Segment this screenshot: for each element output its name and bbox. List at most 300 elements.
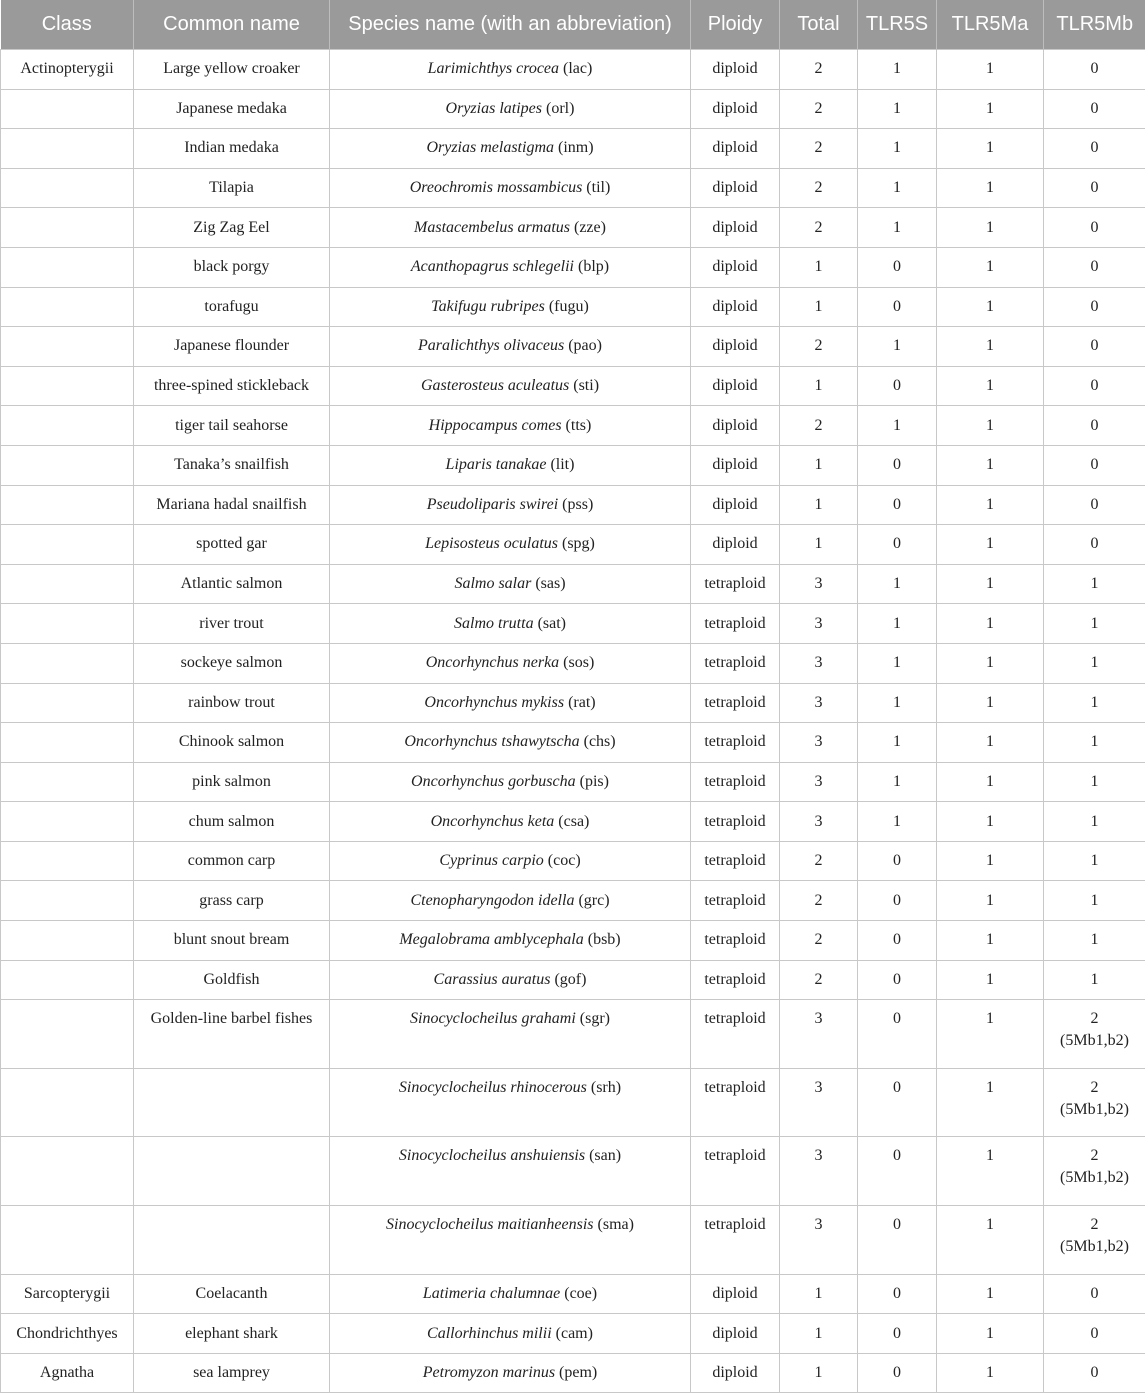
cell-tlr5ma: 1 — [937, 802, 1044, 842]
cell-common-name: rainbow trout — [134, 683, 330, 723]
species-abbreviation: (pao) — [568, 337, 602, 354]
species-abbreviation: (coe) — [564, 1285, 597, 1302]
cell-species-name — [330, 445, 691, 485]
cell-ploidy: tetraploid — [691, 1000, 780, 1069]
cell-species-name — [330, 881, 691, 921]
cell-ploidy: diploid — [691, 247, 780, 287]
cell-tlr5mb — [1044, 287, 1145, 327]
species-binomial: Oreochromis mossambicus — [410, 179, 583, 196]
cell-species-name — [330, 762, 691, 802]
cell-species-name — [330, 960, 691, 1000]
cell-class — [1, 723, 134, 763]
tlr5mb-count: 0 — [1091, 139, 1099, 156]
tlr5mb-count: 1 — [1091, 575, 1099, 592]
cell-tlr5mb — [1044, 50, 1145, 90]
cell-common-name: Chinook salmon — [134, 723, 330, 763]
cell-ploidy: diploid — [691, 129, 780, 169]
cell-total: 1 — [780, 247, 858, 287]
species-abbreviation: (csa) — [558, 813, 589, 830]
cell-tlr5mb — [1044, 683, 1145, 723]
cell-total: 1 — [780, 366, 858, 406]
cell-ploidy: tetraploid — [691, 841, 780, 881]
cell-species-name — [330, 1353, 691, 1393]
cell-ploidy: tetraploid — [691, 564, 780, 604]
header-tlr5ma: TLR5Ma — [937, 0, 1044, 50]
species-abbreviation: (sti) — [573, 377, 599, 394]
cell-tlr5mb — [1044, 881, 1145, 921]
cell-tlr5s: 0 — [858, 287, 937, 327]
table-row — [1, 1353, 1145, 1393]
species-binomial: Latimeria chalumnae — [423, 1285, 560, 1302]
cell-tlr5ma: 1 — [937, 841, 1044, 881]
table-row — [1, 1068, 1145, 1137]
tlr5mb-note: (5Mb1,b2) — [1050, 1236, 1139, 1258]
cell-tlr5s: 0 — [858, 525, 937, 565]
cell-tlr5mb — [1044, 1137, 1145, 1206]
cell-total: 1 — [780, 485, 858, 525]
cell-tlr5mb — [1044, 802, 1145, 842]
cell-common-name: Tilapia — [134, 168, 330, 208]
header-total: Total — [780, 0, 858, 50]
tlr5mb-note: (5Mb1,b2) — [1050, 1099, 1139, 1121]
table-row — [1, 643, 1145, 683]
cell-tlr5s: 1 — [858, 683, 937, 723]
cell-class — [1, 802, 134, 842]
tlr5mb-count: 2 — [1091, 1216, 1099, 1233]
cell-total: 3 — [780, 762, 858, 802]
cell-common-name: common carp — [134, 841, 330, 881]
cell-class — [1, 564, 134, 604]
table-row — [1, 841, 1145, 881]
cell-common-name: Atlantic salmon — [134, 564, 330, 604]
species-abbreviation: (sas) — [535, 575, 565, 592]
tlr5mb-count: 1 — [1091, 852, 1099, 869]
tlr5mb-count: 0 — [1091, 1325, 1099, 1342]
cell-total: 3 — [780, 643, 858, 683]
cell-common-name: Japanese medaka — [134, 89, 330, 129]
cell-species-name — [330, 525, 691, 565]
cell-ploidy: diploid — [691, 366, 780, 406]
species-binomial: Pseudoliparis swirei — [427, 496, 558, 513]
tlr5mb-count: 0 — [1091, 1285, 1099, 1302]
cell-class — [1, 960, 134, 1000]
table-row — [1, 327, 1145, 367]
cell-total: 1 — [780, 525, 858, 565]
cell-tlr5s: 1 — [858, 50, 937, 90]
cell-tlr5s: 0 — [858, 485, 937, 525]
tlr5mb-count: 0 — [1091, 100, 1099, 117]
cell-species-name — [330, 841, 691, 881]
cell-tlr5ma: 1 — [937, 406, 1044, 446]
tlr5mb-count: 1 — [1091, 733, 1099, 750]
tlr5mb-count: 1 — [1091, 654, 1099, 671]
tlr5mb-count: 0 — [1091, 456, 1099, 473]
cell-species-name — [330, 643, 691, 683]
species-binomial: Larimichthys crocea — [428, 60, 559, 77]
cell-tlr5ma: 1 — [937, 1000, 1044, 1069]
cell-tlr5ma: 1 — [937, 525, 1044, 565]
cell-tlr5ma: 1 — [937, 247, 1044, 287]
cell-species-name — [330, 1274, 691, 1314]
cell-tlr5ma: 1 — [937, 1206, 1044, 1275]
cell-common-name: Coelacanth — [134, 1274, 330, 1314]
cell-tlr5ma: 1 — [937, 723, 1044, 763]
cell-common-name: blunt snout bream — [134, 921, 330, 961]
cell-common-name: three-spined stickleback — [134, 366, 330, 406]
cell-class — [1, 129, 134, 169]
tlr5mb-count: 1 — [1091, 931, 1099, 948]
cell-species-name — [330, 723, 691, 763]
cell-common-name — [134, 1068, 330, 1137]
tlr5mb-count: 0 — [1091, 1364, 1099, 1381]
cell-species-name — [330, 208, 691, 248]
cell-total: 3 — [780, 564, 858, 604]
table-row — [1, 881, 1145, 921]
cell-common-name: sea lamprey — [134, 1353, 330, 1393]
cell-species-name — [330, 366, 691, 406]
cell-tlr5s: 1 — [858, 762, 937, 802]
cell-total: 2 — [780, 921, 858, 961]
species-abbreviation: (spg) — [562, 535, 595, 552]
tlr5mb-count: 0 — [1091, 417, 1099, 434]
cell-common-name — [134, 1137, 330, 1206]
cell-species-name — [330, 247, 691, 287]
cell-common-name: tiger tail seahorse — [134, 406, 330, 446]
cell-ploidy: tetraploid — [691, 762, 780, 802]
cell-common-name: elephant shark — [134, 1314, 330, 1354]
cell-ploidy: diploid — [691, 525, 780, 565]
table-row — [1, 1000, 1145, 1069]
species-abbreviation: (gof) — [554, 971, 586, 988]
cell-class — [1, 604, 134, 644]
cell-tlr5mb — [1044, 1068, 1145, 1137]
cell-total: 1 — [780, 445, 858, 485]
tlr5mb-count: 0 — [1091, 219, 1099, 236]
cell-total: 3 — [780, 802, 858, 842]
cell-tlr5ma: 1 — [937, 1068, 1044, 1137]
cell-species-name — [330, 168, 691, 208]
species-abbreviation: (fugu) — [549, 298, 589, 315]
cell-tlr5ma: 1 — [937, 485, 1044, 525]
cell-species-name — [330, 802, 691, 842]
species-abbreviation: (pem) — [559, 1364, 597, 1381]
cell-tlr5mb — [1044, 1206, 1145, 1275]
cell-species-name — [330, 1068, 691, 1137]
table-row — [1, 762, 1145, 802]
cell-tlr5mb — [1044, 208, 1145, 248]
cell-ploidy: tetraploid — [691, 1206, 780, 1275]
cell-tlr5ma: 1 — [937, 327, 1044, 367]
cell-ploidy: tetraploid — [691, 921, 780, 961]
table-row — [1, 406, 1145, 446]
cell-class — [1, 89, 134, 129]
species-binomial: Carassius auratus — [434, 971, 551, 988]
species-binomial: Paralichthys olivaceus — [418, 337, 564, 354]
cell-common-name: torafugu — [134, 287, 330, 327]
cell-tlr5ma: 1 — [937, 287, 1044, 327]
cell-tlr5ma: 1 — [937, 1353, 1044, 1393]
tlr5mb-note: (5Mb1,b2) — [1050, 1167, 1139, 1189]
cell-common-name — [134, 1206, 330, 1275]
cell-tlr5ma: 1 — [937, 881, 1044, 921]
species-binomial: Sinocyclocheilus maitianheensis — [386, 1216, 594, 1233]
species-binomial: Oryzias latipes — [446, 100, 542, 117]
cell-class — [1, 366, 134, 406]
cell-tlr5mb — [1044, 643, 1145, 683]
cell-tlr5s: 0 — [858, 881, 937, 921]
cell-common-name: Tanaka’s snailfish — [134, 445, 330, 485]
cell-total: 2 — [780, 50, 858, 90]
cell-tlr5mb — [1044, 1274, 1145, 1314]
cell-tlr5ma: 1 — [937, 762, 1044, 802]
species-abbreviation: (srh) — [591, 1079, 621, 1096]
species-binomial: Petromyzon marinus — [423, 1364, 555, 1381]
species-abbreviation: (san) — [589, 1147, 621, 1164]
cell-tlr5s: 0 — [858, 1137, 937, 1206]
cell-tlr5mb — [1044, 366, 1145, 406]
species-binomial: Mastacembelus armatus — [414, 219, 570, 236]
cell-ploidy: diploid — [691, 327, 780, 367]
cell-tlr5ma: 1 — [937, 683, 1044, 723]
cell-class — [1, 445, 134, 485]
table-body — [1, 50, 1145, 1393]
tlr5mb-count: 1 — [1091, 971, 1099, 988]
tlr5mb-count: 0 — [1091, 535, 1099, 552]
cell-tlr5s: 0 — [858, 247, 937, 287]
tlr5mb-count: 1 — [1091, 615, 1099, 632]
cell-species-name — [330, 1137, 691, 1206]
cell-tlr5ma: 1 — [937, 1274, 1044, 1314]
cell-common-name: pink salmon — [134, 762, 330, 802]
species-abbreviation: (lac) — [563, 60, 592, 77]
cell-tlr5mb — [1044, 960, 1145, 1000]
species-binomial: Liparis tanakae — [446, 456, 547, 473]
cell-tlr5s: 0 — [858, 1206, 937, 1275]
cell-total: 2 — [780, 89, 858, 129]
table-row — [1, 1314, 1145, 1354]
species-abbreviation: (bsb) — [588, 931, 621, 948]
cell-tlr5ma: 1 — [937, 89, 1044, 129]
cell-tlr5s: 1 — [858, 89, 937, 129]
cell-tlr5ma: 1 — [937, 921, 1044, 961]
cell-ploidy: tetraploid — [691, 643, 780, 683]
cell-ploidy: diploid — [691, 445, 780, 485]
cell-tlr5ma: 1 — [937, 643, 1044, 683]
cell-total: 1 — [780, 1353, 858, 1393]
species-binomial: Oncorhynchus tshawytscha — [404, 733, 579, 750]
species-binomial: Takifugu rubripes — [431, 298, 545, 315]
cell-class — [1, 1206, 134, 1275]
cell-tlr5s: 0 — [858, 921, 937, 961]
cell-common-name: river trout — [134, 604, 330, 644]
species-binomial: Gasterosteus aculeatus — [421, 377, 569, 394]
cell-species-name — [330, 1000, 691, 1069]
cell-total: 3 — [780, 683, 858, 723]
cell-tlr5ma: 1 — [937, 604, 1044, 644]
cell-class: Sarcopterygii — [1, 1274, 134, 1314]
cell-total: 1 — [780, 1314, 858, 1354]
cell-ploidy: tetraploid — [691, 1068, 780, 1137]
cell-common-name: Mariana hadal snailfish — [134, 485, 330, 525]
cell-tlr5mb — [1044, 723, 1145, 763]
cell-common-name: Large yellow croaker — [134, 50, 330, 90]
cell-class — [1, 1137, 134, 1206]
table-row — [1, 802, 1145, 842]
cell-tlr5mb — [1044, 168, 1145, 208]
header-ploidy: Ploidy — [691, 0, 780, 50]
cell-tlr5mb — [1044, 485, 1145, 525]
species-binomial: Oncorhynchus gorbuscha — [411, 773, 576, 790]
cell-common-name: Indian medaka — [134, 129, 330, 169]
table-row — [1, 960, 1145, 1000]
cell-tlr5mb — [1044, 1353, 1145, 1393]
cell-tlr5mb — [1044, 327, 1145, 367]
species-abbreviation: (lit) — [550, 456, 574, 473]
header-class: Class — [1, 0, 134, 50]
table-row — [1, 287, 1145, 327]
cell-total: 2 — [780, 129, 858, 169]
species-binomial: Callorhinchus milii — [427, 1325, 552, 1342]
tlr5mb-count: 0 — [1091, 298, 1099, 315]
cell-common-name: Zig Zag Eel — [134, 208, 330, 248]
cell-tlr5mb — [1044, 1314, 1145, 1354]
cell-class: Actinopterygii — [1, 50, 134, 90]
species-binomial: Oryzias melastigma — [426, 139, 554, 156]
cell-species-name — [330, 604, 691, 644]
species-binomial: Sinocyclocheilus rhinocerous — [399, 1079, 587, 1096]
header-species-name: Species name (with an abbreviation) — [330, 0, 691, 50]
cell-tlr5s: 1 — [858, 327, 937, 367]
cell-species-name — [330, 683, 691, 723]
cell-class — [1, 247, 134, 287]
cell-class — [1, 168, 134, 208]
species-binomial: Cyprinus carpio — [439, 852, 543, 869]
species-abbreviation: (sma) — [598, 1216, 634, 1233]
cell-tlr5mb — [1044, 921, 1145, 961]
table-row — [1, 208, 1145, 248]
table-row — [1, 1137, 1145, 1206]
species-binomial: Salmo trutta — [454, 615, 534, 632]
cell-tlr5mb — [1044, 564, 1145, 604]
table-row — [1, 683, 1145, 723]
cell-tlr5s: 0 — [858, 1274, 937, 1314]
cell-class — [1, 643, 134, 683]
cell-tlr5ma: 1 — [937, 50, 1044, 90]
cell-tlr5s: 0 — [858, 1314, 937, 1354]
cell-ploidy: diploid — [691, 1314, 780, 1354]
table-row — [1, 1206, 1145, 1275]
tlr5mb-count: 0 — [1091, 496, 1099, 513]
table-row — [1, 366, 1145, 406]
cell-class — [1, 485, 134, 525]
cell-species-name — [330, 129, 691, 169]
tlr5mb-count: 2 — [1091, 1147, 1099, 1164]
species-abbreviation: (pis) — [580, 773, 609, 790]
tlr5mb-count: 0 — [1091, 337, 1099, 354]
cell-class — [1, 208, 134, 248]
species-binomial: Sinocyclocheilus anshuiensis — [399, 1147, 585, 1164]
cell-species-name — [330, 406, 691, 446]
cell-total: 3 — [780, 1068, 858, 1137]
cell-common-name: chum salmon — [134, 802, 330, 842]
cell-class — [1, 683, 134, 723]
cell-tlr5s: 1 — [858, 643, 937, 683]
tlr5mb-count: 0 — [1091, 60, 1099, 77]
cell-total: 1 — [780, 1274, 858, 1314]
table-row — [1, 50, 1145, 90]
cell-total: 2 — [780, 406, 858, 446]
cell-tlr5s: 1 — [858, 802, 937, 842]
cell-ploidy: diploid — [691, 1274, 780, 1314]
header-tlr5s: TLR5S — [858, 0, 937, 50]
table-row — [1, 604, 1145, 644]
cell-tlr5mb — [1044, 525, 1145, 565]
table-row — [1, 525, 1145, 565]
tlr5mb-count: 2 — [1091, 1079, 1099, 1096]
cell-tlr5ma: 1 — [937, 445, 1044, 485]
cell-species-name — [330, 1206, 691, 1275]
cell-ploidy: tetraploid — [691, 802, 780, 842]
cell-total: 2 — [780, 841, 858, 881]
cell-ploidy: diploid — [691, 485, 780, 525]
table-row — [1, 247, 1145, 287]
cell-common-name: Japanese flounder — [134, 327, 330, 367]
cell-ploidy: diploid — [691, 89, 780, 129]
cell-common-name: Golden-line barbel fishes — [134, 1000, 330, 1069]
species-abbreviation: (sgr) — [580, 1010, 610, 1027]
cell-common-name: black porgy — [134, 247, 330, 287]
cell-tlr5s: 1 — [858, 564, 937, 604]
tlr5mb-count: 0 — [1091, 377, 1099, 394]
species-abbreviation: (zze) — [574, 219, 606, 236]
cell-tlr5ma: 1 — [937, 129, 1044, 169]
species-binomial: Megalobrama amblycephala — [399, 931, 583, 948]
species-binomial: Sinocyclocheilus grahami — [410, 1010, 576, 1027]
cell-tlr5s: 0 — [858, 1353, 937, 1393]
cell-tlr5s: 1 — [858, 208, 937, 248]
cell-tlr5s: 0 — [858, 366, 937, 406]
species-abbreviation: (blp) — [578, 258, 609, 275]
cell-tlr5ma: 1 — [937, 168, 1044, 208]
cell-ploidy: tetraploid — [691, 604, 780, 644]
cell-tlr5s: 0 — [858, 1068, 937, 1137]
cell-total: 1 — [780, 287, 858, 327]
cell-class — [1, 762, 134, 802]
cell-species-name — [330, 564, 691, 604]
table-header — [1, 0, 1145, 50]
cell-total: 3 — [780, 604, 858, 644]
cell-tlr5mb — [1044, 1000, 1145, 1069]
cell-ploidy: tetraploid — [691, 960, 780, 1000]
species-abbreviation: (sat) — [538, 615, 566, 632]
cell-tlr5mb — [1044, 406, 1145, 446]
cell-ploidy: diploid — [691, 1353, 780, 1393]
cell-total: 3 — [780, 1137, 858, 1206]
cell-tlr5s: 0 — [858, 445, 937, 485]
header-tlr5mb: TLR5Mb — [1044, 0, 1145, 50]
cell-species-name — [330, 1314, 691, 1354]
cell-tlr5s: 0 — [858, 841, 937, 881]
table-row — [1, 723, 1145, 763]
species-abbreviation: (cam) — [556, 1325, 593, 1342]
species-abbreviation: (rat) — [568, 694, 596, 711]
cell-total: 2 — [780, 881, 858, 921]
species-abbreviation: (pss) — [562, 496, 593, 513]
cell-species-name — [330, 287, 691, 327]
cell-species-name — [330, 89, 691, 129]
cell-tlr5s: 0 — [858, 960, 937, 1000]
cell-tlr5mb — [1044, 247, 1145, 287]
